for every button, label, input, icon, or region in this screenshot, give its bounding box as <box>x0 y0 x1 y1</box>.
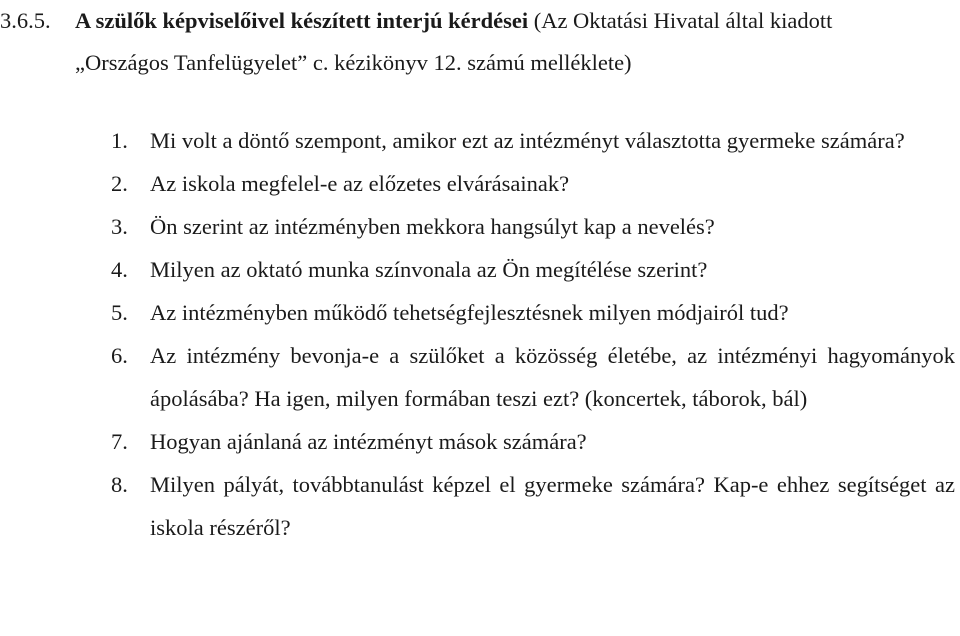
question-number: 8. <box>111 472 128 497</box>
question-item-6 <box>0 334 955 420</box>
question-item-8 <box>0 463 955 549</box>
question-list <box>0 119 955 549</box>
question-text: Mi volt a döntő szempont, amikor ezt az intézményt választotta gyermeke számára? <box>150 128 905 153</box>
question-text: Milyen az oktató munka színvonala az Ön megítélése szerint? <box>150 257 708 282</box>
question-number: 2. <box>111 171 128 196</box>
section-title: A szülők képviselőivel készített interjú kérdései <box>75 8 529 33</box>
question-text: Hogyan ajánlaná az intézményt mások számára? <box>150 429 587 454</box>
question-item-7 <box>0 420 955 463</box>
question-number: 4. <box>111 257 128 282</box>
question-number: 6. <box>111 343 128 368</box>
question-text: Az iskola megfelel-e az előzetes elvárásainak? <box>150 171 570 196</box>
question-text: Ön szerint az intézményben mekkora hangsúlyt kap a nevelés? <box>150 214 715 239</box>
question-item-1 <box>0 119 955 162</box>
question-number: 5. <box>111 300 128 325</box>
section-source-line1: (Az Oktatási Hivatal által kiadott <box>533 8 833 33</box>
section-source-line2: „Országos Tanfelügyelet” c. kézikönyv 12. számú melléklete) <box>75 50 632 75</box>
question-number: 3. <box>111 214 128 239</box>
question-item-3 <box>0 205 955 248</box>
question-text: Az intézményben működő tehetségfejlesztésnek milyen módjairól tud? <box>150 300 789 325</box>
question-text: Milyen pályát, továbbtanulást képzel el gyermeke számára? Kap-e ehhez segítséget az iskola részéről? <box>150 472 955 540</box>
question-item-5 <box>0 291 955 334</box>
question-number: 7. <box>111 429 128 454</box>
question-text: Az intézmény bevonja-e a szülőket a közösség életébe, az intézményi hagyományok ápolásába? Ha igen, milyen formában teszi ezt? (koncertek, táborok, bál) <box>150 343 955 411</box>
section-number: 3.6.5. <box>0 8 51 33</box>
question-item-2 <box>0 162 955 205</box>
question-number: 1. <box>111 128 128 153</box>
section-heading <box>0 0 955 84</box>
question-item-4 <box>0 248 955 291</box>
